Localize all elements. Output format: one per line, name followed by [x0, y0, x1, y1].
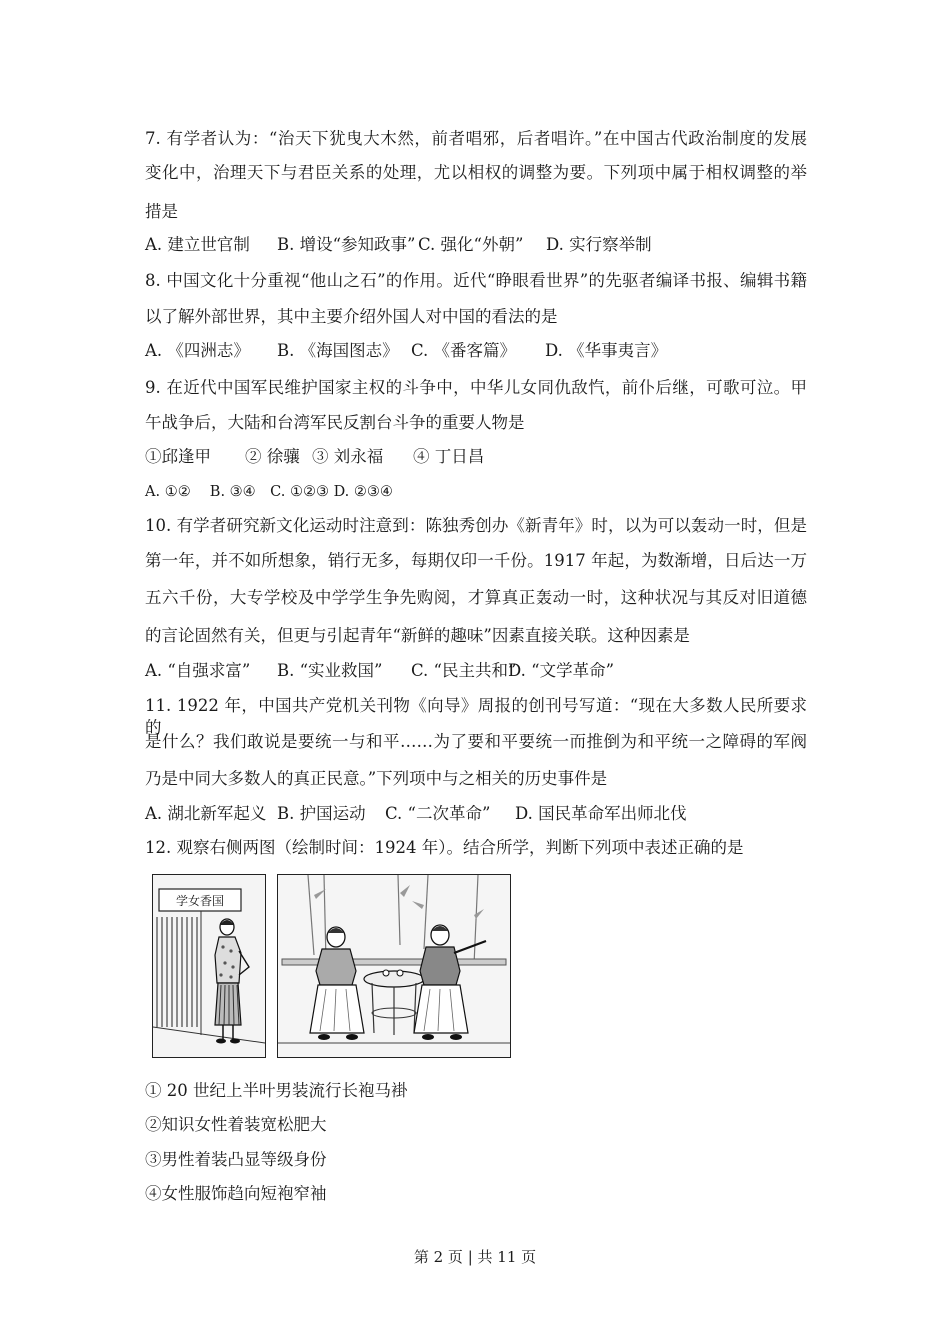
q10-option-c[interactable]: C. “民主共和”	[411, 661, 517, 680]
q7-line-2: 变化中，治理天下与君臣关系的处理，尤以相权的调整为要。下列项中属于相权调整的举	[145, 163, 807, 182]
q7-option-a[interactable]: A. 建立世官制	[145, 235, 250, 254]
q11-option-d[interactable]: D. 国民革命军出师北伐	[515, 804, 687, 823]
figure-men-illustration	[277, 874, 511, 1058]
q12-item-2: ②知识女性着装宽松肥大	[145, 1115, 327, 1134]
page-footer: 第 2 页 | 共 11 页	[413, 1248, 537, 1266]
q12-item-4: ④女性服饰趋向短袍窄袖	[145, 1184, 327, 1203]
q9-line-2: 午战争后，大陆和台湾军民反割台斗争的重要人物是	[145, 413, 525, 432]
q9-item-2: ② 徐骧	[245, 447, 300, 466]
q8-line-2: 以了解外部世界，其中主要介绍外国人对中国的看法的是	[145, 307, 558, 326]
q10-line-3: 五六千份，大专学校及中学学生争先购阅，才算真正轰动一时，这种状况与其反对旧道德	[145, 588, 807, 607]
woman-drawing	[153, 875, 265, 1057]
q8-option-d[interactable]: D. 《华事夷言》	[545, 341, 668, 360]
q9-item-3: ③ 刘永福	[312, 447, 384, 466]
q7-option-c[interactable]: C. 强化“外朝”	[418, 235, 524, 254]
q11-line-1: 11. 1922 年，中国共产党机关刊物《向导》周报的创刊号写道：“现在大多数人民所要求的	[145, 696, 807, 737]
q10-option-b[interactable]: B. “实业救国”	[277, 661, 383, 680]
men-drawing	[278, 875, 510, 1057]
q7-option-b[interactable]: B. 增设“参知政事”	[277, 235, 416, 254]
q11-line-3: 乃是中同大多数人的真正民意。”下列项中与之相关的历史事件是	[145, 769, 608, 788]
q10-line-4: 的言论固然有关，但更与引起青年“新鲜的趣味”因素直接关联。这种因素是	[145, 626, 690, 645]
q9-options[interactable]: A. ①② B. ③④ C. ①②③ D. ②③④	[145, 484, 393, 500]
q12-stem: 12. 观察右侧两图（绘制时间：1924 年）。结合所学，判断下列项中表述正确的是	[145, 838, 744, 857]
q7-line-3: 措是	[145, 202, 178, 221]
q11-option-a[interactable]: A. 湖北新军起义	[145, 804, 267, 823]
q10-option-a[interactable]: A. “自强求富”	[145, 661, 251, 680]
q11-line-2: 是什么？我们敢说是要统一与和平……为了要和平要统一而推倒为和平统一之障碍的军阀	[145, 732, 807, 751]
q7-option-d[interactable]: D. 实行察举制	[546, 235, 652, 254]
figure-woman-illustration	[152, 874, 266, 1058]
q11-option-c[interactable]: C. “二次革命”	[385, 804, 491, 823]
q10-option-d[interactable]: D. “文学革命”	[508, 661, 615, 680]
q12-item-3: ③男性着装凸显等级身份	[145, 1150, 327, 1169]
q9-item-4: ④ 丁日昌	[413, 447, 485, 466]
q8-option-a[interactable]: A. 《四洲志》	[145, 341, 250, 360]
q10-line-2: 第一年，并不如所想象，销行无多，每期仅印一千份。1917 年起，为数渐增，日后达一万	[145, 551, 807, 570]
signboard-text: 学女香国	[175, 894, 225, 908]
q8-option-b[interactable]: B. 《海国图志》	[277, 341, 399, 360]
q9-item-1: ①邱逢甲	[145, 447, 211, 466]
q8-line-1: 8. 中国文化十分重视“他山之石”的作用。近代“睁眼看世界”的先驱者编译书报、编辑书籍	[145, 271, 807, 290]
q11-option-b[interactable]: B. 护国运动	[277, 804, 366, 823]
q8-option-c[interactable]: C. 《番客篇》	[411, 341, 517, 360]
q12-item-1: ① 20 世纪上半叶男装流行长袍马褂	[145, 1081, 408, 1100]
q9-line-1: 9. 在近代中国军民维护国家主权的斗争中，中华儿女同仇敌忾，前仆后继，可歌可泣。甲	[145, 378, 807, 397]
q10-line-1: 10. 有学者研究新文化运动时注意到：陈独秀创办《新青年》时，以为可以轰动一时，但是	[145, 516, 807, 535]
q7-line-1: 7. 有学者认为：“治天下犹曳大木然，前者唱邪，后者唱许。”在中国古代政治制度的发展	[145, 129, 807, 148]
